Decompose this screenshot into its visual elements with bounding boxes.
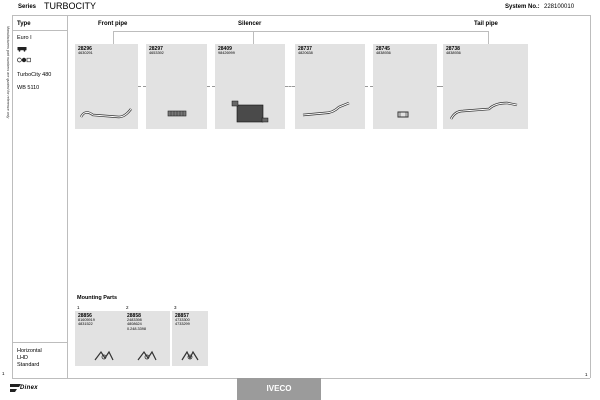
category-silencer: Silencer — [238, 21, 262, 27]
part-card[interactable] — [373, 44, 437, 129]
hanger-drawing — [124, 346, 170, 366]
oe-number: 4820638 — [298, 51, 313, 55]
bent-pipe-drawing — [75, 99, 138, 129]
version-note: Standard — [17, 362, 40, 368]
rubber-mount-drawing — [172, 346, 208, 366]
part-connector — [138, 86, 146, 87]
oe-number: 4838936 — [446, 51, 461, 55]
part-number: 28745 — [376, 46, 390, 52]
orientation-note: Horizontal — [17, 348, 42, 354]
part-number: 28737 — [298, 46, 312, 52]
oe-number: 4653392 — [149, 51, 164, 55]
left-page-number: 1 — [2, 371, 5, 376]
category-bracket — [113, 31, 488, 32]
part-connector — [365, 86, 373, 87]
clamp-drawing — [373, 99, 437, 129]
model-name: TurboCity 480 — [17, 72, 52, 78]
system-number-label: System No.: — [505, 4, 540, 10]
part-connector — [285, 86, 295, 87]
type-heading: Type — [17, 21, 31, 27]
notes-rule — [12, 342, 67, 343]
part-number: 28296 — [78, 46, 92, 52]
bus-icon — [17, 46, 27, 52]
part-number: 28857 — [175, 313, 189, 319]
part-card[interactable] — [215, 44, 285, 129]
bracket-tick — [113, 31, 114, 44]
oe-number: 4838936 — [376, 51, 391, 55]
mounting-index: 3 — [174, 305, 177, 310]
silencer-drawing — [215, 99, 285, 129]
mounting-index: 1 — [77, 305, 80, 310]
reference-note: Manufacturers part numbers are quoted for reference only — [6, 26, 10, 119]
mounting-part-card[interactable] — [172, 311, 208, 366]
part-number: 28738 — [446, 46, 460, 52]
part-connector — [207, 86, 215, 87]
part-card[interactable] — [295, 44, 365, 129]
tail-pipe-drawing — [443, 99, 528, 129]
part-number: 28858 — [127, 313, 141, 319]
intermediate-pipe-drawing — [295, 99, 365, 129]
oe-number: 2483398 4808624 0.248.3398 — [127, 318, 147, 331]
right-page-number: 1 — [585, 372, 588, 377]
system-number-value: 228100010 — [544, 4, 575, 10]
oe-number: 81605919 4831522 — [78, 318, 95, 327]
mounting-index: 2 — [126, 305, 129, 310]
wheelbase: WB 5110 — [17, 85, 40, 91]
part-number: 28297 — [149, 46, 163, 52]
mounting-parts-title: Mounting Parts — [77, 295, 118, 301]
type-column-divider — [67, 15, 68, 378]
part-number: 28409 — [218, 46, 232, 52]
part-card[interactable] — [75, 44, 138, 129]
header-rule — [12, 15, 590, 16]
emission-standard: Euro I — [17, 35, 32, 41]
drive-note: LHD — [17, 355, 29, 361]
mounting-part-card[interactable] — [124, 311, 170, 366]
brand-logo-text: Dinex — [20, 385, 38, 391]
drive-config-icon — [17, 57, 31, 63]
type-heading-rule — [12, 30, 67, 31]
flex-pipe-drawing — [146, 99, 207, 129]
right-border — [590, 15, 591, 378]
part-card[interactable] — [443, 44, 528, 129]
category-tail-pipe: Tail pipe — [474, 21, 498, 27]
make-banner: IVECO — [237, 378, 321, 400]
oe-number: 98426999 — [218, 51, 235, 55]
oe-number: 4630291 — [78, 51, 93, 55]
series-value: TURBOCITY — [44, 1, 97, 11]
oe-number: 4733300 4733299 — [175, 318, 190, 327]
series-label: Series — [18, 4, 37, 10]
bracket-tick — [253, 31, 254, 44]
part-card[interactable] — [146, 44, 207, 129]
left-border — [12, 15, 13, 378]
category-front-pipe: Front pipe — [98, 21, 128, 27]
part-number: 28856 — [78, 313, 92, 319]
bracket-tick — [488, 31, 489, 44]
